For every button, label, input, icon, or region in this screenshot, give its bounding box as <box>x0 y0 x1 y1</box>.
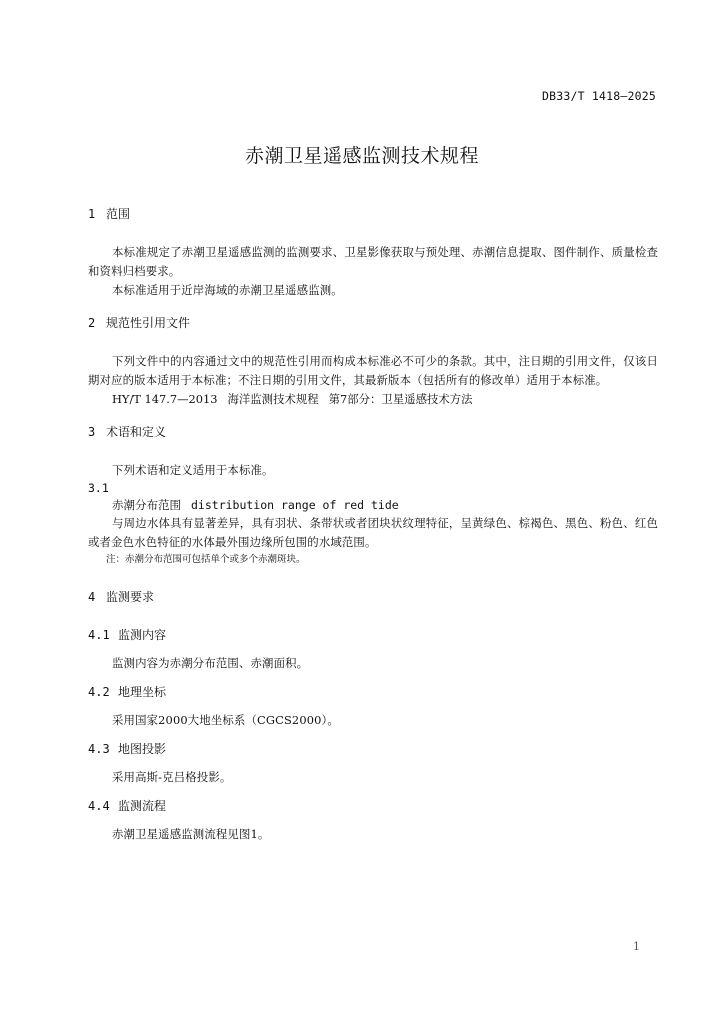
standard-number: DB33/T 1418—2025 <box>542 89 656 103</box>
normative-reference <box>88 390 658 409</box>
section-4-heading <box>88 588 658 606</box>
term-note <box>88 552 658 568</box>
subsection-4-4-title: 监测流程 <box>118 799 167 813</box>
subsection-4-1-text: 监测内容为赤潮分布范围、赤潮面积。 <box>112 656 309 670</box>
subsection-4-4-heading <box>88 797 658 815</box>
note-text: 赤潮分布范围可包括单个或多个赤潮斑块。 <box>125 554 306 565</box>
document-title: 赤潮卫星遥感监测技术规程 <box>244 145 479 167</box>
subsection-4-2-text: 采用国家2000大地坐标系（CGCS2000）。 <box>112 713 339 727</box>
section-2-paragraph: 下列文件中的内容通过文中的规范性引用而构成本标准必不可少的条款。其中，注日期的引用文件，仅该日期对应的版本适用于本标准；不注日期的引用文件，其最新版本（包括所有的修改单）适用于本标准。 <box>88 354 658 387</box>
section-1-paragraph-1: 本标准规定了赤潮卫星遥感监测的监测要求、卫星影像获取与预处理、赤潮信息提取、图件制作、质量检查和资料归档要求。 <box>88 245 658 278</box>
note-label: 注： <box>106 554 126 565</box>
subsection-4-3-heading <box>88 740 658 758</box>
section-3-heading <box>88 423 658 441</box>
section-3-title: 术语和定义 <box>106 425 167 439</box>
subsection-4-1-title: 监测内容 <box>118 628 167 642</box>
term-chinese: 赤潮分布范围 <box>112 498 181 512</box>
document-body <box>88 205 658 844</box>
term-definition: 与周边水体具有显著差异，具有羽状、条带状或者团块状纹理特征，呈黄绿色、棕褐色、黑色、粉色、红色或者金色水色特征的水体最外围边缘所包围的水域范围。 <box>88 516 658 549</box>
section-1-heading <box>88 205 658 223</box>
section-2-number: 2 <box>88 316 96 330</box>
subsection-4-1-number: 4.1 <box>88 628 110 642</box>
subsection-4-4-number: 4.4 <box>88 799 110 813</box>
section-4-number: 4 <box>88 590 96 604</box>
subsection-4-3-number: 4.3 <box>88 742 110 756</box>
section-3-number: 3 <box>88 425 96 439</box>
section-1-number: 1 <box>88 207 96 221</box>
reference-code: HY/T 147.7—2013 <box>112 392 218 406</box>
term-number: 3.1 <box>88 481 109 495</box>
section-1-title: 范围 <box>106 207 131 221</box>
subsection-4-1-heading <box>88 626 658 644</box>
section-1-paragraph-2: 本标准适用于近岸海域的赤潮卫星遥感监测。 <box>112 283 343 297</box>
subsection-4-3-title: 地图投影 <box>118 742 167 756</box>
subsection-4-2-title: 地理坐标 <box>118 685 167 699</box>
subsection-4-2-heading <box>88 683 658 701</box>
term-english: distribution range of red tide <box>191 498 399 512</box>
subsection-4-3-text: 采用高斯-克吕格投影。 <box>112 770 232 784</box>
subsection-4-2-number: 4.2 <box>88 685 110 699</box>
section-2-title: 规范性引用文件 <box>106 316 191 330</box>
section-4-title: 监测要求 <box>106 590 155 604</box>
section-3-intro: 下列术语和定义适用于本标准。 <box>112 463 274 477</box>
section-2-heading <box>88 314 658 332</box>
subsection-4-4-text: 赤潮卫星遥感监测流程见图1。 <box>112 827 270 841</box>
term-entry <box>88 497 658 514</box>
page-number: 1 <box>633 940 640 953</box>
reference-part: 第7部分：卫星遥感技术方法 <box>328 392 473 406</box>
reference-name: 海洋监测技术规程 <box>227 392 319 406</box>
